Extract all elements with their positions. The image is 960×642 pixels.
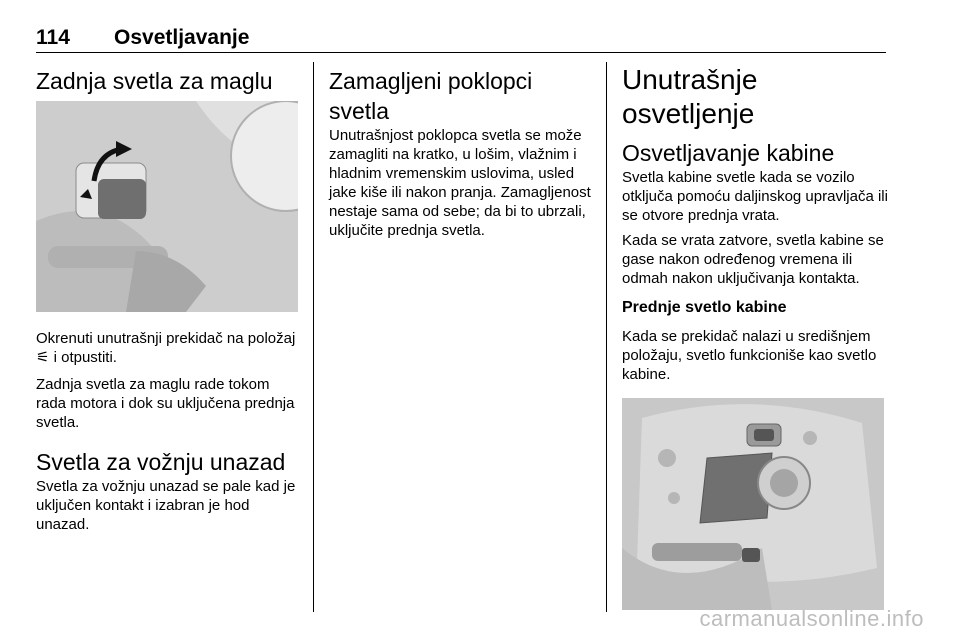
column-1 [36,62,301,534]
subsection-heading-front-cabin-light: Prednje svetlo kabine [622,299,787,316]
section-heading-interior-lighting: Unutrašnje osvetljenje [622,64,758,129]
paragraph-reversing: Svetla za vožnju unazad se pale kad je uključen kontakt i izabran je hod unazad. [36,478,296,533]
watermark: carmanualsonline.info [699,606,924,631]
column-2 [329,62,591,240]
column-divider-1 [313,62,314,612]
section-heading-reversing: Svetla za vožnju unazad [36,449,286,475]
page-header [36,26,886,53]
column-3 [622,62,890,610]
paragraph-fog-operation: Okrenuti unutrašnji prekidač na položaj ⚟ i otpustiti. [36,330,296,366]
paragraph-misted-covers: Unutrašnjost poklopca svetla se može zamagliti na kratko, u lošim, vlažnim i hladnim vremenskim uslovima, usled jake kiše ili nakon pranja. Zamagljenost nestaje sama od sebe; da bi to ubrzali, uključite prednja svetla. [329,127,591,239]
cabin-light-illustration [622,398,884,610]
cabin-light-image [622,398,884,610]
section-heading-rear-fog: Zadnja svetla za maglu [36,68,273,94]
fog-light-switch-illustration [36,101,298,312]
column-divider-2 [606,62,607,612]
chapter-title: Osvetljavanje [114,26,250,49]
page-number: 114 [36,26,70,49]
section-heading-misted-covers: Zamagljeni poklopci svetla [329,68,533,124]
paragraph-cabin-lights-on: Svetla kabine svetle kada se vozilo otključa pomoću daljinskog upravljača ili se otvore prednja vrata. [622,169,888,224]
subsection-heading-cabin-lighting: Osvetljavanje kabine [622,140,835,166]
paragraph-cabin-lights-off: Kada se vrata zatvore, svetla kabine se gase nakon određenog vremena ili odmah nakon uključivanja kontakta. [622,232,884,287]
paragraph-front-cabin-light: Kada se prekidač nalazi u središnjem položaju, svetlo funkcioniše kao svetlo kabine. [622,328,877,383]
fog-light-switch-image [36,101,298,312]
paragraph-fog-conditions: Zadnja svetla za maglu rade tokom rada motora i dok su uključena prednja svetla. [36,376,295,431]
